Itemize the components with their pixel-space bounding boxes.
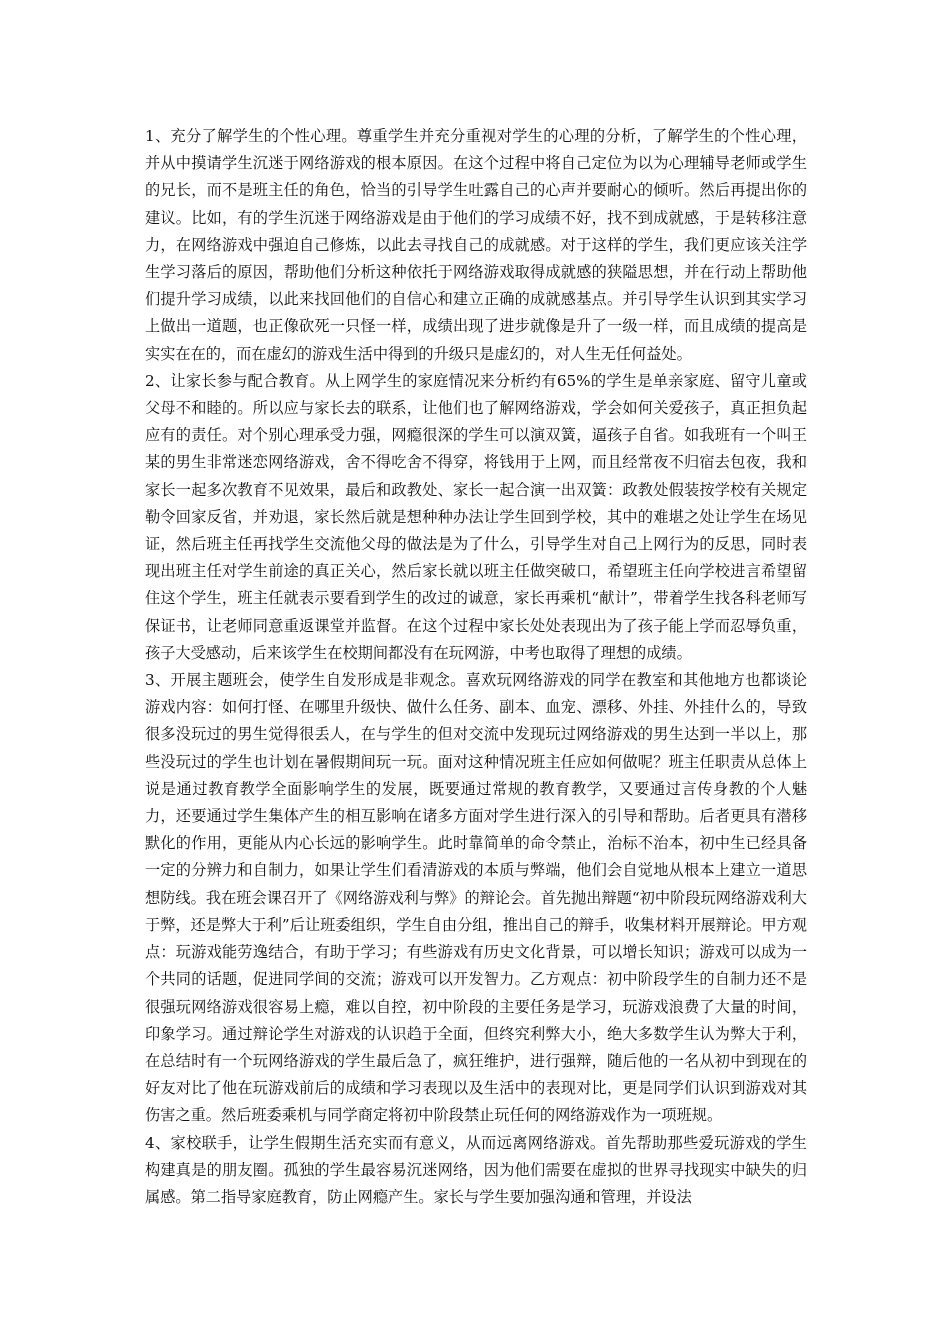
paragraph-theme-class-meeting: 3、开展主题班会，使学生自发形成是非观念。喜欢玩网络游戏的同学在教室和其他地方也都谈论游戏内容：如何打怪、在哪里升级快、做什么任务、副本、血宠、漂移、外挂、外挂什么的，导致很多没玩过的男生觉得很丢人，在与学生的但对交流中发现玩过网络游戏的男生达到一半以上，那些没玩过的学生也计划在暑假期间玩一玩。面对这种情况班主任应如何做呢？班主任职责从总体上说是通过教育教学全面影响学生的发展，既要通过常规的教育教学，又要通过言传身教的个人魅力，还要通过学生集体产生的相互影响在诸多方面对学生进行深入的引导和帮助。后者更具有潜移默化的作用，更能从内心长远的影响学生。此时靠简单的命令禁止，治标不治本，初中生已经具备一定的分辨力和自制力，如果让学生们看清游戏的本质与弊端，他们会自觉地从根本上建立一道思想防线。我在班会课召开了《网络游戏利与弊》的辩论会。首先抛出辩题“初中阶段玩网络游戏利大于弊，还是弊大于利”后让班委组织，学生自由分组，推出自己的辩手，收集材料开展辩论。甲方观点：玩游戏能劳逸结合，有助于学习；有些游戏有历史文化背景，可以增长知识；游戏可以成为一个共同的话题，促进同学间的交流；游戏可以开发智力。乙方观点：初中阶段学生的自制力还不是很强玩网络游戏很容易上瘾，难以自控，初中阶段的主要任务是学习，玩游戏浪费了大量的时间，印象学习。通过辩论学生对游戏的认识趋于全面，但终究利弊大小，绝大多数学生认为弊大于利，在总结时有一个玩网络游戏的学生最后急了，疯狂维护，进行强辩，随后他的一名从初中到现在的好友对比了他在玩游戏前后的成绩和学习表现以及生活中的表现对比，更是同学们认识到游戏对其伤害之重。然后班委乘机与同学商定将初中阶段禁止玩任何的网络游戏作为一项班规。 <box>145 671 807 1125</box>
paragraph-home-school-cooperation: 4、家校联手，让学生假期生活充实而有意义，从而远离网络游戏。首先帮助那些爱玩游戏的学生构建真是的朋友圈。孤独的学生最容易沉迷网络，因为他们需要在虚拟的世界寻找现实中缺失的归属感。第二指导家庭教育，防止网瘾产生。家长与学生要加强沟通和管理，并设法 <box>145 1133 807 1206</box>
paragraph-understand-psychology: 1、充分了解学生的个性心理。尊重学生并充分重视对学生的心理的分析，了解学生的个性心理，并从中摸请学生沉迷于网络游戏的根本原因。在这个过程中将自己定位为以为心理辅导老师或学生的兄长，而不是班主任的角色，恰当的引导学生吐露自己的心声并要耐心的倾听。然后再提出你的建议。比如，有的学生沉迷于网络游戏是由于他们的学习成绩不好，找不到成就感，于是转移注意力，在网络游戏中强迫自己修炼，以此去寻找自己的成就感。对于这样的学生，我们更应该关注学生学习落后的原因，帮助他们分析这种依托于网络游戏取得成就感的狭隘思想，并在行动上帮助他们提升学习成绩，以此来找回他们的自信心和建立正确的成就感基点。并引导学生认识到其实学习上做出一道题，也正像砍死一只怪一样，成绩出现了进步就像是升了一级一样，而且成绩的提高是实实在在的，而在虚幻的游戏生活中得到的升级只是虚幻的，对人生无任何益处。 <box>145 127 807 363</box>
paragraph-parent-involvement: 2、让家长参与配合教育。从上网学生的家庭情况来分析约有65%的学生是单亲家庭、留守儿童或父母不和睦的。所以应与家长去的联系，让他们也了解网络游戏，学会如何关爱孩子，真正担负起应有的责任。对个别心理承受力强，网瘾很深的学生可以演双簧，逼孩子自省。如我班有一个叫王某的男生非常迷恋网络游戏，舍不得吃舍不得穿，将钱用于上网，而且经常夜不归宿去包夜，我和家长一起多次教育不见效果，最后和政教处、家长一起合演一出双簧：政教处假装按学校有关规定勒令回家反省，并劝退，家长然后就是想种种办法让学生回到学校，其中的难堪之处让学生在场见证，然后班主任再找学生交流他父母的做法是为了什么，引导学生对自己上网行为的反思，同时表现出班主任对学生前途的真正关心，然后家长就以班主任做突破口，希望班主任向学校进言希望留住这个学生，班主任就表示要看到学生的改过的诚意，家长再乘机“献计”，带着学生找各科老师写保证书，让老师同意重返课堂并监督。在这个过程中家长处处表现出为了孩子能上学而忍辱负重，孩子大受感动，后来该学生在校期间都没有在玩网游，中考也取得了理想的成绩。 <box>145 371 807 662</box>
document-body <box>145 123 807 1211</box>
